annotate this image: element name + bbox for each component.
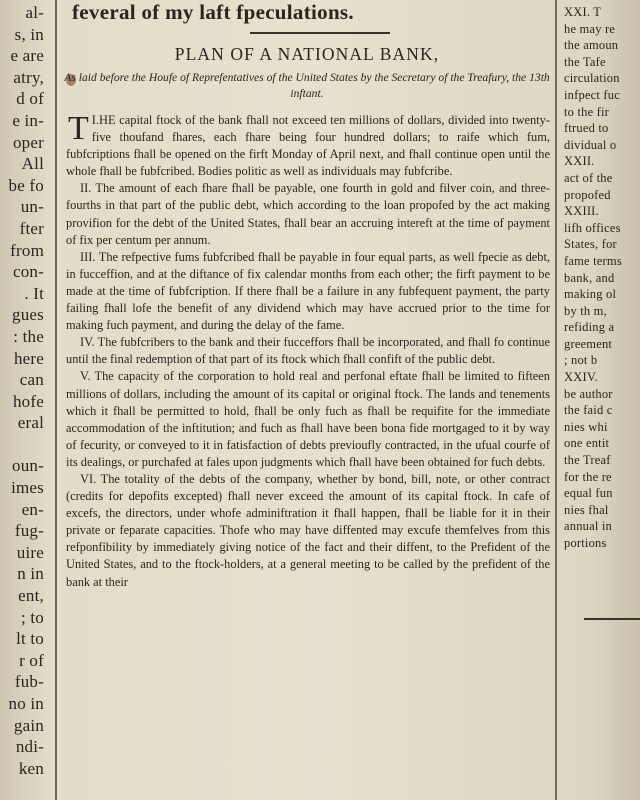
left-column-line: no in xyxy=(8,694,44,713)
right-column-fragment xyxy=(560,0,640,800)
paragraph-number: VI. xyxy=(80,471,97,486)
right-column-line: States, for xyxy=(564,237,617,252)
left-column-line: be fo xyxy=(8,175,44,195)
column-rule-left xyxy=(55,0,57,800)
left-column-line: eral xyxy=(17,413,44,433)
right-column-line: XXIII. xyxy=(564,204,599,219)
left-column-line: en- xyxy=(21,499,44,519)
left-column-line: : the xyxy=(13,326,44,346)
right-column-line: for the re xyxy=(564,469,612,484)
paragraph-number: I. xyxy=(91,113,100,127)
right-column-line: to the fir xyxy=(564,104,610,119)
article-paragraph xyxy=(66,112,550,180)
right-column-line: ftrued to xyxy=(564,121,609,136)
left-column-line: gain xyxy=(13,715,44,735)
right-column-line: ; not b xyxy=(564,353,598,368)
left-column-line: uire xyxy=(16,542,44,562)
left-column-line: s, in xyxy=(14,24,44,44)
right-column-line: lifh offices xyxy=(564,220,621,235)
left-column-line: e are xyxy=(10,46,44,66)
left-column-line: e in- xyxy=(12,110,44,130)
right-column-line: by th m, xyxy=(564,303,607,318)
right-column-line: XXII. xyxy=(564,154,595,169)
left-column-line: ; to xyxy=(21,607,44,627)
right-column-line: the amoun xyxy=(564,38,619,53)
article-body xyxy=(66,112,550,591)
paragraph-text: The amount of each fhare fhall be payable, one fourth in gold and filver coin, and three-fourths in that part of the public debt, which according to the loan propofed by the act making provifion for the debt of the United States, fhall bear an accruing intereft at the time of payment of fix per centum per annum. xyxy=(66,181,551,247)
right-column-line: making ol xyxy=(564,287,617,302)
paragraph-number: II. xyxy=(80,181,92,196)
left-column-line: from xyxy=(10,240,44,260)
right-column-divider xyxy=(584,618,640,620)
left-column-line: fub- xyxy=(14,672,44,692)
left-column-line: r of xyxy=(19,650,44,670)
left-column-line: imes xyxy=(11,478,44,498)
left-column-line: fug- xyxy=(14,521,44,541)
right-column-line: dividual o xyxy=(564,137,617,152)
previous-article-last-line: feveral of my laft fpeculations. xyxy=(72,0,354,24)
left-column-line: n in xyxy=(17,564,44,584)
article-paragraph xyxy=(66,249,550,334)
right-column-line: one entit xyxy=(564,436,610,451)
left-column-line: hofe xyxy=(12,391,44,411)
paragraph-text: The capacity of the corporation to hold real and perfonal eftate fhall be limited to fifteen millions of dollars, including the amount of its capital or original ftock. The lands and tenements which it fhall be permitted to hold, fhall be only fuch as fhall be requifite for the immediate accommodation of the inftitution; and fuch as fhall have been bona fide mortgaged to it by way of fecurity, or conveyed to it in fatisfaction of debts previoufly contracted, in the ufual courfe of its dealings, or purchafed at fales upon judgments which fhall have been obtained for fuch debts. xyxy=(66,369,550,469)
article-paragraph xyxy=(66,180,550,248)
left-column-line: oun- xyxy=(12,456,44,476)
right-column-line: be author xyxy=(564,386,613,401)
paragraph-number: III. xyxy=(80,249,96,264)
right-column-line: circulation xyxy=(564,71,620,86)
paragraph-number: IV. xyxy=(80,335,95,350)
left-column-line: lt to xyxy=(16,629,44,649)
left-column-line: un- xyxy=(20,197,44,217)
right-column-line: fame terms xyxy=(564,253,622,268)
article-subtitle: As laid before the Houfe of Reprefentatives of the United States by the Secretary of the Treafury, the 13th inftant. xyxy=(64,71,550,100)
right-column-line: XXI. T xyxy=(564,5,602,19)
right-column-line: the Tafe xyxy=(564,54,606,69)
right-column-line: the faid c xyxy=(564,403,613,418)
right-column-line: refiding a xyxy=(564,320,615,335)
right-column-line: propofed xyxy=(564,187,611,202)
left-column-line: con- xyxy=(12,262,44,282)
right-column-line: annual in xyxy=(564,519,612,534)
article-paragraph xyxy=(66,471,550,591)
left-column-fragment xyxy=(0,0,50,800)
right-column-line: bank, and xyxy=(564,270,615,285)
paragraph-number: V. xyxy=(80,369,91,384)
right-column-line: nies whi xyxy=(564,419,608,434)
left-column-line: al- xyxy=(25,3,44,22)
left-column-line: All xyxy=(21,154,44,174)
section-divider xyxy=(250,32,390,34)
left-column-line: gues xyxy=(12,305,44,325)
left-column-line: here xyxy=(13,348,44,368)
right-column-line: XXIV. xyxy=(564,370,598,385)
left-column-line: ndi- xyxy=(15,737,44,757)
right-column-line: act of the xyxy=(564,170,613,185)
left-column-line: can xyxy=(19,370,44,390)
paragraph-text: The fubfcribers to the bank and their fucceffors fhall be incorporated, and fhall fo continue until the final redemption of that part of its ftock which fhall confift of the public debt. xyxy=(66,335,550,367)
column-rule-right xyxy=(555,0,557,800)
left-column-line: atry, xyxy=(13,67,44,87)
left-column-line: fter xyxy=(19,218,44,238)
left-column-line: ent, xyxy=(18,586,44,606)
right-column-line: he may re xyxy=(564,21,616,36)
right-column-line: portions xyxy=(564,536,607,550)
right-column-line: infpect fuc xyxy=(564,87,620,102)
right-column-line: nies fhal xyxy=(564,502,609,517)
left-column-line xyxy=(0,434,50,456)
article-paragraph xyxy=(66,368,550,471)
right-column-line: the Treaf xyxy=(564,453,611,468)
left-column-line: . It xyxy=(24,283,44,303)
paragraph-text: HE capital ftock of the bank fhall not exceed ten millions of dollars, divided into twenty-five thoufand fhares, each fhare being four hundred dollars; to raife which fum, fubfcriptions fhall be opened on the firft Monday of April next, and fhall continue open until the whole fhall be fubfcribed. Bodies politic as well as individuals may fubfcribe. xyxy=(66,113,550,179)
right-column-line: greement xyxy=(564,336,613,351)
right-column-line: equal fun xyxy=(564,486,613,501)
drop-cap: T xyxy=(68,110,89,147)
left-column-line: oper xyxy=(12,132,44,152)
paragraph-text: The refpective fums fubfcribed fhall be payable in four equal parts, as well fpecie as debt, in fucceffion, and at the diftance of fix calendar months from each other; the firft payment to be made at the time of fubfcription. If there fhall be a failure in any fubfequent payment, the party failing fhall lofe the benefit of any dividend which may have accrued prior to the time for making fuch payment, and during the delay of the fame. xyxy=(66,249,551,333)
article-paragraph xyxy=(66,334,550,368)
paragraph-text: The totality of the debts of the company, whether by bond, bill, note, or other contract (credits for depofits excepted) fhall never exceed the amount of its capital ftock. In cafe of excefs, the directors, under whofe adminiftration it fhall happen, fhall be liable for it in their private or feparate capacities. Thofe who may have diffented may excufe themfelves from this refponfibility by immediately giving notice of the fact and their diffent, to the Prefident of the United States, and to the ftock-holders, at a general meeting to be called by the prefident of the bank at their xyxy=(66,471,550,589)
left-column-line: d of xyxy=(16,89,44,109)
left-column-line: ken xyxy=(18,758,44,778)
article-title: PLAN OF A NATIONAL BANK, xyxy=(174,44,440,64)
